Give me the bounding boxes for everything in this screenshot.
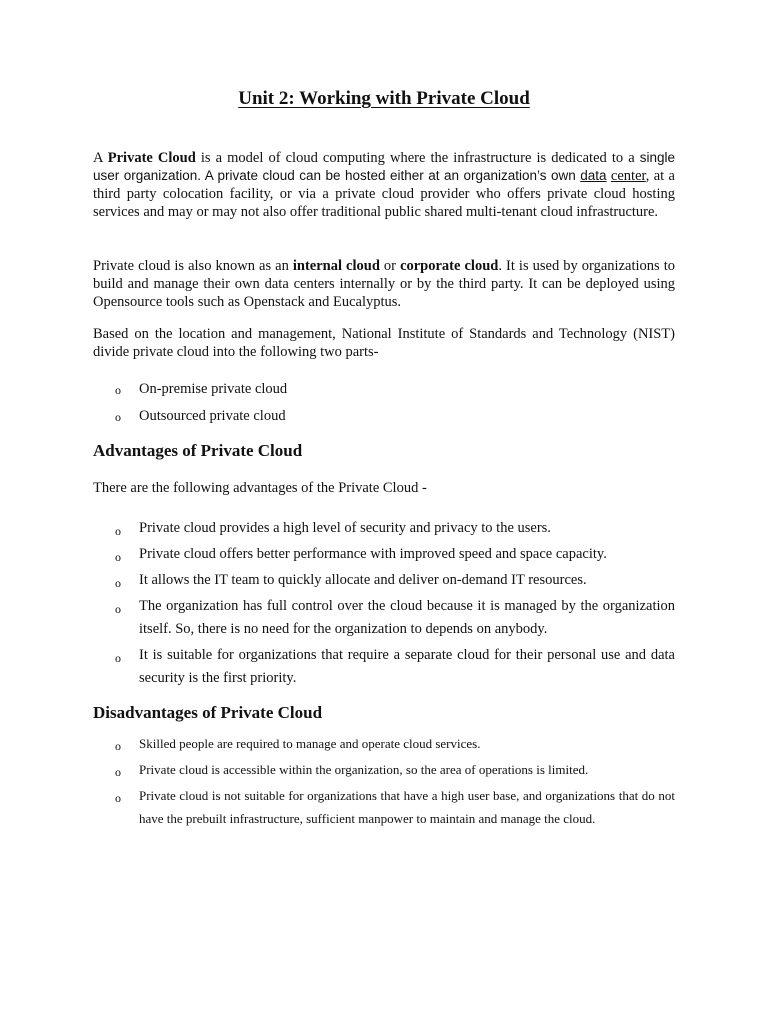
bullet-marker: o <box>115 791 121 805</box>
bullet-marker: o <box>115 383 121 397</box>
list-item <box>93 543 675 566</box>
list-item-text: Private cloud is accessible within the organization, so the area of operations is limited. <box>139 762 589 777</box>
intro-text-continued: , at a third party colocation facility, or via a private cloud provider who offers private cloud hosting services and may or may not also offer traditional public shared multi-tenant cloud infrastructure. <box>93 168 675 220</box>
list-item <box>93 595 675 641</box>
list-item <box>93 517 675 540</box>
list-item-text: Outsourced private cloud <box>139 408 286 424</box>
list-item-text: Skilled people are required to manage and operate cloud services. <box>139 736 481 751</box>
list-item <box>93 784 675 830</box>
intro-text: is a model of cloud computing where the infrastructure is dedicated to a <box>195 150 640 166</box>
aka-text: Private cloud is also known as an <box>93 258 293 274</box>
list-item-text: On-premise private cloud <box>139 381 288 397</box>
list-item-text: Private cloud provides a high level of security and privacy to the users. <box>139 520 551 536</box>
intro-lead: A <box>93 150 108 166</box>
data-center-link-part1[interactable]: data <box>580 168 607 183</box>
advantages-heading: Advantages of Private Cloud <box>93 441 303 460</box>
bullet-marker: o <box>115 602 121 616</box>
bullet-marker: o <box>115 524 121 538</box>
intro-paragraph <box>93 149 675 221</box>
cloud-parts-list <box>93 380 675 434</box>
disadvantages-heading: Disadvantages of Private Cloud <box>93 703 323 722</box>
list-item-text: Private cloud is not suitable for organizations that have a high user base, and organizations that do not have the prebuilt infrastructure, sufficient manpower to maintain and manage the cloud. <box>139 788 675 826</box>
nist-paragraph: Based on the location and management, National Institute of Standards and Technology (NIST) divide private cloud into the following two parts- <box>93 326 675 360</box>
list-item <box>93 569 675 592</box>
bullet-marker: o <box>115 739 121 753</box>
page-title: Unit 2: Working with Private Cloud <box>238 88 530 109</box>
list-item <box>93 758 675 781</box>
data-center-link-part2[interactable]: center <box>610 168 646 184</box>
aka-paragraph <box>93 257 675 311</box>
bullet-marker: o <box>115 576 121 590</box>
list-item-text: The organization has full control over the cloud because it is managed by the organization itself. So, there is no need for the organization to depends on anybody. <box>139 598 675 637</box>
advantages-intro: There are the following advantages of the Private Cloud - <box>93 480 427 496</box>
list-item-text: It is suitable for organizations that require a separate cloud for their personal use and data security is the first priority. <box>139 647 675 686</box>
list-item <box>93 732 675 755</box>
list-item-text: Private cloud offers better performance with improved speed and space capacity. <box>139 546 607 562</box>
list-item-text: It allows the IT team to quickly allocate and deliver on-demand IT resources. <box>139 572 587 588</box>
intro-sans-text: single user organization. A private cloud can be hosted either at an organization’s own <box>93 150 675 183</box>
disadvantages-list <box>93 732 675 833</box>
bullet-marker: o <box>115 410 121 424</box>
bullet-marker: o <box>115 550 121 564</box>
bullet-marker: o <box>115 651 121 665</box>
aka-text-continued: . It is used by organizations to build and manage their own data centers internally or by the third party. It can be deployed using Opensource tools such as Openstack and Eucalyptus. <box>93 258 675 310</box>
list-item <box>93 407 675 425</box>
bullet-marker: o <box>115 765 121 779</box>
corporate-cloud-term: corporate cloud <box>400 258 499 274</box>
advantages-list <box>93 517 675 693</box>
list-item <box>93 380 675 398</box>
intro-term: Private Cloud <box>107 150 196 166</box>
list-item <box>93 644 675 690</box>
internal-cloud-term: internal cloud <box>292 258 380 274</box>
aka-or: or <box>379 258 401 274</box>
